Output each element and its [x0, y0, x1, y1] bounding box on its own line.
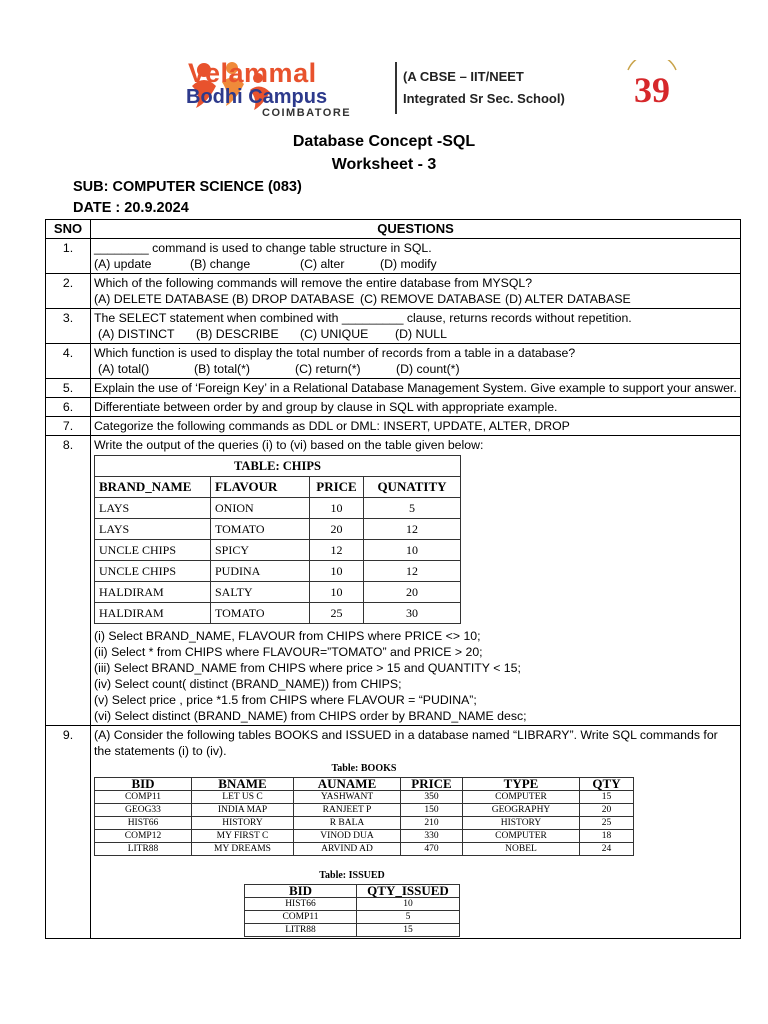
table-row — [95, 561, 461, 582]
books-cell: GEOG33 — [95, 804, 192, 817]
books-cell: ARVIND AD — [294, 843, 401, 856]
issued-header-row — [245, 885, 460, 898]
option: (D) count(*) — [396, 362, 460, 376]
books-cell: 24 — [580, 843, 634, 856]
question-options — [94, 291, 737, 307]
issued-col-header: BID — [245, 885, 357, 898]
chips-col-header: FLAVOUR — [211, 477, 310, 498]
query-line: (ii) Select * from CHIPS where FLAVOUR=”TOMATO” and PRICE > 20; — [94, 645, 483, 659]
chips-cell: ONION — [211, 498, 310, 519]
books-cell: 18 — [580, 830, 634, 843]
chips-cell: PUDINA — [211, 561, 310, 582]
issued-cell: COMP11 — [245, 911, 357, 924]
brand-campus: Bodhi Campus — [186, 86, 328, 108]
issued-caption: Table: ISSUED — [319, 870, 385, 881]
books-cell: MY DREAMS — [192, 843, 294, 856]
question-row — [46, 344, 741, 379]
option: (B) change — [190, 257, 251, 271]
affiliation-text — [403, 66, 565, 110]
issued-table — [244, 884, 460, 937]
table-row — [95, 582, 461, 603]
question-row — [46, 417, 741, 436]
books-table — [94, 777, 634, 856]
option: (C) UNIQUE — [300, 327, 369, 341]
chips-cell: UNCLE CHIPS — [95, 540, 211, 561]
books-cell: 150 — [401, 804, 463, 817]
books-cell: 15 — [580, 791, 634, 804]
books-cell: HISTORY — [192, 817, 294, 830]
option: (B) DROP DATABASE — [232, 292, 355, 306]
chips-col-header: PRICE — [310, 477, 364, 498]
option: (A) DISTINCT — [98, 327, 175, 341]
chips-table — [94, 455, 461, 624]
books-cell: NOBEL — [463, 843, 580, 856]
table-row — [95, 804, 634, 817]
question-text: Which function is used to display the total number of records from a table in a database? — [94, 346, 576, 360]
chips-cell: 25 — [310, 603, 364, 624]
chips-cell: 5 — [364, 498, 461, 519]
books-col-header: QTY — [580, 778, 634, 791]
question-number: 1. — [46, 239, 91, 274]
books-col-header: PRICE — [401, 778, 463, 791]
table-row — [95, 817, 634, 830]
question-row — [46, 379, 741, 398]
question-cell — [91, 239, 741, 274]
table-row — [95, 603, 461, 624]
books-col-header: TYPE — [463, 778, 580, 791]
option: (D) NULL — [395, 327, 447, 341]
chips-header-row — [95, 477, 461, 498]
books-col-header: BNAME — [192, 778, 294, 791]
option: (C) alter — [300, 257, 345, 271]
chips-cell: SPICY — [211, 540, 310, 561]
books-col-header: BID — [95, 778, 192, 791]
books-cell: 350 — [401, 791, 463, 804]
question-cell — [91, 726, 741, 939]
table-row — [245, 898, 460, 911]
books-cell: 20 — [580, 804, 634, 817]
question-options — [94, 256, 737, 272]
books-cell: LITR88 — [95, 843, 192, 856]
sno-header: SNO — [46, 220, 91, 239]
books-cell: HIST66 — [95, 817, 192, 830]
question-number: 7. — [46, 417, 91, 436]
option: (C) REMOVE DATABASE — [360, 292, 501, 306]
books-cell: RANJEET P — [294, 804, 401, 817]
header-divider — [395, 62, 397, 114]
table-row — [95, 519, 461, 540]
subject-line: SUB: COMPUTER SCIENCE (083) — [73, 179, 302, 195]
question-row — [46, 274, 741, 309]
chips-cell: LAYS — [95, 498, 211, 519]
badge-number: 39 — [634, 70, 670, 106]
table-row — [245, 911, 460, 924]
books-cell: COMP12 — [95, 830, 192, 843]
question-cell — [91, 344, 741, 379]
question-number: 9. — [46, 726, 91, 939]
question-number: 8. — [46, 436, 91, 726]
question-row — [46, 309, 741, 344]
chips-col-header: BRAND_NAME — [95, 477, 211, 498]
chips-cell: SALTY — [211, 582, 310, 603]
option: (A) update — [94, 257, 152, 271]
books-cell: 470 — [401, 843, 463, 856]
option: (C) return(*) — [295, 362, 361, 376]
books-cell: COMPUTER — [463, 830, 580, 843]
query-line: (i) Select BRAND_NAME, FLAVOUR from CHIPS where PRICE <> 10; — [94, 629, 481, 643]
issued-col-header: QTY_ISSUED — [357, 885, 460, 898]
chips-cell: HALDIRAM — [95, 582, 211, 603]
question-text: (A) Consider the following tables BOOKS and ISSUED in a database named “LIBRARY”. Write SQL commands for the statements (i) to (iv). — [94, 728, 718, 758]
question-cell — [91, 436, 741, 726]
anniversary-badge — [622, 60, 682, 106]
affiliation-line-1: (A CBSE – IIT/NEET — [403, 69, 524, 84]
question-text: Differentiate between order by and group by clause in SQL with appropriate example. — [91, 398, 741, 417]
books-header-row — [95, 778, 634, 791]
worksheet-table — [45, 219, 741, 939]
books-cell: GEOGRAPHY — [463, 804, 580, 817]
books-cell: COMPUTER — [463, 791, 580, 804]
books-cell: 210 — [401, 817, 463, 830]
date-line: DATE : 20.9.2024 — [73, 200, 189, 216]
chips-cell: 20 — [310, 519, 364, 540]
question-number: 2. — [46, 274, 91, 309]
question-text: Write the output of the queries (i) to (vi) based on the table given below: — [94, 438, 484, 452]
question-row — [46, 398, 741, 417]
option: (D) ALTER DATABASE — [505, 292, 631, 306]
chips-cell: 20 — [364, 582, 461, 603]
chips-cell: 10 — [310, 561, 364, 582]
questions-header: QUESTIONS — [91, 220, 741, 239]
books-caption: Table: BOOKS — [331, 763, 397, 774]
query-line: (iv) Select count( distinct (BRAND_NAME)) from CHIPS; — [94, 677, 402, 691]
chips-cell: 30 — [364, 603, 461, 624]
books-cell: LET US C — [192, 791, 294, 804]
table-row — [95, 791, 634, 804]
table-row — [95, 540, 461, 561]
books-cell: MY FIRST C — [192, 830, 294, 843]
affiliation-line-2: Integrated Sr Sec. School) — [403, 91, 565, 106]
question-row — [46, 239, 741, 274]
issued-cell: LITR88 — [245, 924, 357, 937]
table-header-row — [46, 220, 741, 239]
chips-caption: TABLE: CHIPS — [95, 456, 461, 477]
question-options — [94, 326, 737, 342]
question-text: Categorize the following commands as DDL or DML: INSERT, UPDATE, ALTER, DROP — [91, 417, 741, 436]
chips-cell: UNCLE CHIPS — [95, 561, 211, 582]
books-cell: HISTORY — [463, 817, 580, 830]
question-cell — [91, 274, 741, 309]
books-cell: R BALA — [294, 817, 401, 830]
doc-subtitle: Worksheet - 3 — [331, 156, 437, 173]
table-row — [95, 843, 634, 856]
issued-cell: 15 — [357, 924, 460, 937]
chips-cell: 12 — [364, 561, 461, 582]
issued-cell: 5 — [357, 911, 460, 924]
option: (B) DESCRIBE — [196, 327, 279, 341]
option: (D) modify — [380, 257, 437, 271]
chips-cell: 10 — [310, 582, 364, 603]
question-text: Explain the use of ‘Foreign Key’ in a Relational Database Management System. Give example to support your answer. — [91, 379, 741, 398]
books-cell: VINOD DUA — [294, 830, 401, 843]
question-text: Which of the following commands will remove the entire database from MYSQL? — [94, 276, 533, 290]
option: (B) total(*) — [194, 362, 251, 376]
books-cell: 330 — [401, 830, 463, 843]
question-number: 4. — [46, 344, 91, 379]
question-row — [46, 436, 741, 726]
question-row — [46, 726, 741, 939]
doc-title: Database Concept -SQL — [292, 133, 476, 150]
books-cell: INDIA MAP — [192, 804, 294, 817]
chips-cell: 12 — [310, 540, 364, 561]
query-line: (v) Select price , price *1.5 from CHIPS where FLAVOUR = “PUDINA”; — [94, 693, 477, 707]
table-row — [95, 498, 461, 519]
query-line: (vi) Select distinct (BRAND_NAME) from CHIPS order by BRAND_NAME desc; — [94, 709, 527, 723]
books-cell: COMP11 — [95, 791, 192, 804]
option: (A) DELETE DATABASE — [94, 292, 229, 306]
issued-cell: HIST66 — [245, 898, 357, 911]
question-number: 3. — [46, 309, 91, 344]
question-options — [94, 361, 737, 377]
chips-cell: TOMATO — [211, 519, 310, 540]
table-row — [245, 924, 460, 937]
chips-cell: 12 — [364, 519, 461, 540]
brand-city: COIMBATORE — [262, 107, 352, 119]
chips-col-header: QUNATITY — [364, 477, 461, 498]
question-number: 6. — [46, 398, 91, 417]
books-col-header: AUNAME — [294, 778, 401, 791]
brand-name: Velammal — [188, 58, 317, 88]
question-cell — [91, 309, 741, 344]
question-number: 5. — [46, 379, 91, 398]
chips-cell: HALDIRAM — [95, 603, 211, 624]
query-line: (iii) Select BRAND_NAME from CHIPS where price > 15 and QUANTITY < 15; — [94, 661, 521, 675]
chips-cell: 10 — [310, 498, 364, 519]
table-row — [95, 830, 634, 843]
question-text: ________ command is used to change table structure in SQL. — [94, 241, 432, 255]
question-text: The SELECT statement when combined with _________ clause, returns records without repetition. — [94, 311, 632, 325]
option: (A) total() — [98, 362, 150, 376]
books-cell: 25 — [580, 817, 634, 830]
issued-cell: 10 — [357, 898, 460, 911]
chips-cell: 10 — [364, 540, 461, 561]
books-cell: YASHWANT — [294, 791, 401, 804]
chips-cell: LAYS — [95, 519, 211, 540]
chips-cell: TOMATO — [211, 603, 310, 624]
